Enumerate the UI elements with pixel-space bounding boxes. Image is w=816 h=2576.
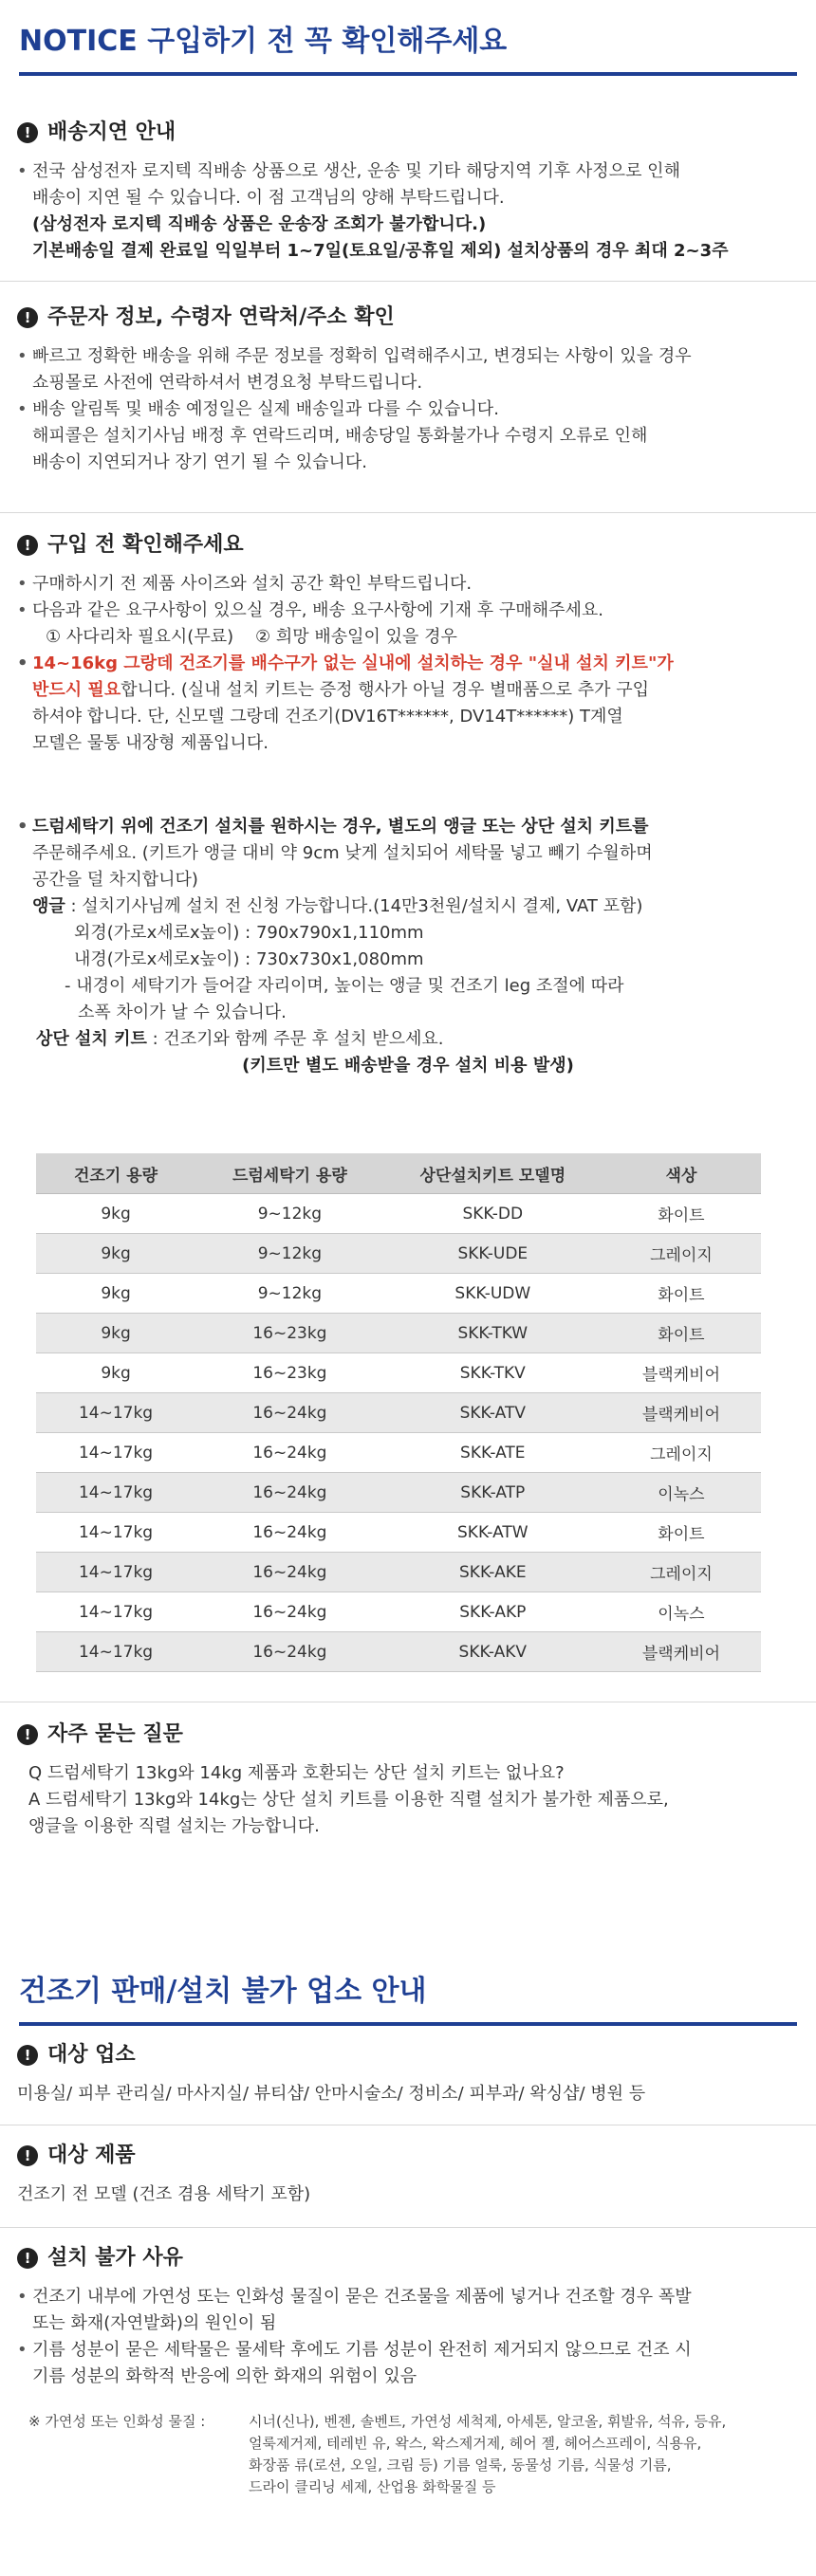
faq-question: Q 드럼세탁기 13kg와 14kg 제품과 호환되는 상단 설치 키트는 없나요? [28,1763,565,1783]
cell-kit-model: SKK-ATE [384,1433,602,1473]
cell-color: 그레이지 [602,1234,761,1274]
table-row [36,1592,761,1632]
text-line: - 내경이 세탁기가 들어갈 자리이며, 높이는 앵글 및 건조기 leg 조절에 따라 [65,976,624,996]
section-body [17,158,799,265]
target-business-heading: 대상 업소 [47,2043,136,2067]
cell-kit-model: SKK-UDE [384,1234,602,1274]
cell-color: 화이트 [602,1194,761,1234]
cell-color: 블랙케비어 [602,1353,761,1393]
text-line: 주문해주세요. (키트가 앵글 대비 약 9cm 낮게 설치되어 세탁물 넣고 빼기 수월하며 [32,843,653,863]
text-line: 소폭 차이가 날 수 있습니다. [78,1003,287,1022]
cell-kit-model: SKK-ATV [384,1393,602,1433]
cell-color: 이녹스 [602,1592,761,1632]
stack-install-section [17,814,799,1079]
divider [0,512,816,513]
table-row [36,1473,761,1513]
section-heading [17,304,799,332]
bullet-line: • 배송 알림톡 및 배송 예정일은 실제 배송일과 다를 수 있습니다. [17,396,799,423]
cell-dryer-capacity: 9kg [36,1194,195,1234]
faq-heading: 자주 묻는 질문 [47,1722,183,1746]
text-line: 해피콜은 설치기사님 배정 후 연락드리며, 배송당일 통화불가나 수령지 오류로 인해 [32,426,648,446]
option-line: ① 사다리차 필요시(무료) ② 희망 배송일이 있을 경우 [46,627,457,647]
bullet-line: • 드럼세탁기 위에 건조기 설치를 원하시는 경우, 별도의 앵글 또는 상단 설치 키트를 [17,814,799,840]
target-product-heading: 대상 제품 [47,2144,136,2167]
title-divider [19,72,797,76]
footnote-line: 드라이 클리닝 세제, 산업용 화학물질 등 [249,2478,496,2495]
footnote-line: 얼룩제거제, 테레빈 유, 왁스, 왁스제거제, 헤어 젤, 헤어스프레이, 식용유, [249,2435,702,2452]
cell-kit-model: SKK-DD [384,1194,602,1234]
cell-washer-capacity: 16~23kg [195,1314,384,1353]
text-line: 배송이 지연되거나 장기 연기 될 수 있습니다. [32,452,368,472]
section-body [17,1760,799,1840]
bullet-line: • 기름 성분이 묻은 세탁물은 물세탁 후에도 기름 성분이 완전히 제거되지 않으므로 건조 시 [17,2337,799,2364]
section-body [17,2284,799,2390]
table-row [36,1393,761,1433]
cell-washer-capacity: 9~12kg [195,1234,384,1274]
delivery-delay-section [17,119,799,265]
footnote-label: ※ 가연성 또는 인화성 물질 : [28,2413,206,2430]
table-row [36,1353,761,1393]
cell-dryer-capacity: 14~17kg [36,1592,195,1632]
bullet-line: • 전국 삼성전자 로지텍 직배송 상품으로 생산, 운송 및 기타 해당지역 기후 사정으로 인해 [17,158,799,185]
table-body [36,1194,761,1672]
angle-line [17,893,799,920]
cell-kit-model: SKK-ATW [384,1513,602,1553]
exclamation-icon: ! [17,307,38,328]
table-row [36,1553,761,1592]
cell-color: 그레이지 [602,1433,761,1473]
cell-washer-capacity: 16~24kg [195,1632,384,1672]
text-line [17,677,799,704]
bullet-line: • 빠르고 정확한 배송을 위해 주문 정보를 정확히 입력해주시고, 변경되는 사항이 있을 경우 [17,343,799,370]
exclamation-icon: ! [17,2045,38,2066]
cell-dryer-capacity: 9kg [36,1314,195,1353]
footnote-list [249,2411,726,2498]
cell-dryer-capacity: 9kg [36,1353,195,1393]
cell-kit-model: SKK-ATP [384,1473,602,1513]
exclamation-icon: ! [17,2248,38,2269]
bullet-line: • 건조기 내부에 가연성 또는 인화성 물질이 묻은 건조물을 제품에 넣거나 건조할 경우 폭발 [17,2284,799,2310]
outer-dimension: 외경(가로x세로x높이) : 790x790x1,110mm [74,923,424,943]
col-header-washer: 드럼세탁기 용량 [195,1153,384,1194]
section-body [17,814,799,1079]
tracking-note: (삼성전자 로지텍 직배송 상품은 운송장 조회가 불가합니다.) [32,214,487,234]
text-span: 합니다. (실내 설치 키트는 증정 행사가 아닐 경우 별매품으로 추가 구입 [121,680,650,700]
cell-color: 블랙케비어 [602,1632,761,1672]
col-header-dryer: 건조기 용량 [36,1153,195,1194]
cell-dryer-capacity: 14~17kg [36,1513,195,1553]
col-header-color: 색상 [602,1153,761,1194]
cell-kit-model: SKK-AKP [384,1592,602,1632]
order-info-section [17,304,799,476]
section-heading [17,531,799,560]
cell-dryer-capacity: 14~17kg [36,1632,195,1672]
angle-label: 앵글 [32,896,65,916]
faq-answer-cont: 앵글을 이용한 직렬 설치는 가능합니다. [28,1816,320,1836]
table-row [36,1234,761,1274]
default-delivery-note: 기본배송일 결제 완료일 익일부터 1~7일(토요일/공휴일 제외) 설치상품의 경우 최대 2~3주 [32,241,729,261]
cell-dryer-capacity: 14~17kg [36,1433,195,1473]
cell-color: 화이트 [602,1513,761,1553]
text-line: 하셔야 합니다. 단, 신모델 그랑데 건조기(DV16T******, DV14T******) T계열 [32,707,623,727]
text-line: 기름 성분의 화학적 반응에 의한 화재의 위험이 있음 [32,2366,417,2386]
footnote-line: 화장품 류(로션, 오일, 크림 등) 기름 얼룩, 동물성 기름, 식물성 기름, [249,2456,672,2474]
reason-heading: 설치 불가 사유 [47,2246,183,2270]
exclamation-icon: ! [17,2145,38,2166]
section-heading [17,119,799,147]
cell-washer-capacity: 9~12kg [195,1274,384,1314]
delivery-delay-heading: 배송지연 안내 [47,120,176,144]
cell-washer-capacity: 16~24kg [195,1553,384,1592]
footnote-line: 시너(신나), 벤젠, 솔벤트, 가연성 세척제, 아세톤, 알코올, 휘발유, 석유, 등유, [249,2413,727,2430]
faq-answer: A 드럼세탁기 13kg와 14kg는 상단 설치 키트를 이용한 직렬 설치가 불가한 제품으로, [28,1790,669,1810]
text-line: 모델은 물통 내장형 제품입니다. [32,733,269,753]
reason-section [17,2244,799,2390]
cell-washer-capacity: 16~24kg [195,1592,384,1632]
restriction-header [19,1971,797,2026]
cell-color: 이녹스 [602,1473,761,1513]
text-line: 공간을 덜 차지합니다) [32,870,198,890]
pre-purchase-heading: 구입 전 확인해주세요 [47,533,244,557]
kit-cost-note: (키트만 별도 배송받을 경우 설치 비용 발생) [242,1056,574,1076]
section-body: 건조기 전 모델 (건조 겸용 세탁기 포함) [17,2184,311,2204]
kit-text: : 건조기와 함께 주문 후 설치 받으세요. [146,1029,444,1049]
exclamation-icon: ! [17,122,38,143]
notice-title: NOTICE 구입하기 전 꼭 확인해주세요 [19,25,508,58]
section-heading [17,2041,799,2070]
section-body: 미용실/ 피부 관리실/ 마사지실/ 뷰티샵/ 안마시술소/ 정비소/ 피부과/ 왁싱샵/ 병원 등 [17,2084,646,2104]
text-line: 배송이 지연 될 수 있습니다. 이 점 고객님의 양해 부탁드립니다. [32,188,505,208]
cell-dryer-capacity: 14~17kg [36,1553,195,1592]
title-divider [19,2022,797,2026]
section-heading [17,2244,799,2272]
text-line: 또는 화재(자연발화)의 원인이 됨 [32,2313,277,2333]
cell-washer-capacity: 16~24kg [195,1393,384,1433]
section-body [17,343,799,476]
inner-dimension: 내경(가로x세로x높이) : 730x730x1,080mm [74,949,424,969]
cell-washer-capacity: 16~24kg [195,1433,384,1473]
section-heading [17,1720,799,1749]
flammable-footnote [28,2411,799,2498]
cell-washer-capacity: 9~12kg [195,1194,384,1234]
kit-line [17,1026,799,1053]
cell-kit-model: SKK-UDW [384,1274,602,1314]
notice-header [19,21,797,76]
faq-section [17,1720,799,1840]
table-row [36,1433,761,1473]
target-product-section [17,2142,799,2208]
exclamation-icon: ! [17,535,38,556]
table-row [36,1194,761,1234]
cell-color: 그레이지 [602,1553,761,1592]
table-row [36,1513,761,1553]
required-emphasis: 반드시 필요 [32,680,121,700]
cell-kit-model: SKK-AKV [384,1632,602,1672]
col-header-model: 상단설치키트 모델명 [384,1153,602,1194]
cell-dryer-capacity: 14~17kg [36,1473,195,1513]
table-header-row [36,1153,761,1194]
section-body [17,571,799,757]
table-row [36,1274,761,1314]
cell-dryer-capacity: 14~17kg [36,1393,195,1433]
indoor-kit-warning: • 14~16kg 그랑데 건조기를 배수구가 없는 실내에 설치하는 경우 "실내 설치 키트"가 [17,651,799,677]
cell-washer-capacity: 16~23kg [195,1353,384,1393]
cell-dryer-capacity: 9kg [36,1234,195,1274]
exclamation-icon: ! [17,1724,38,1745]
text-line: 쇼핑몰로 사전에 연락하셔서 변경요청 부탁드립니다. [32,373,423,393]
cell-washer-capacity: 16~24kg [195,1513,384,1553]
kit-compat-table [36,1153,761,1672]
bullet-line: • 다음과 같은 요구사항이 있으실 경우, 배송 요구사항에 기재 후 구매해주세요. [17,598,799,624]
cell-washer-capacity: 16~24kg [195,1473,384,1513]
cell-kit-model: SKK-TKV [384,1353,602,1393]
kit-label: 상단 설치 키트 [36,1029,147,1049]
cell-color: 화이트 [602,1274,761,1314]
bullet-line: • 구매하시기 전 제품 사이즈와 설치 공간 확인 부탁드립니다. [17,571,799,598]
cell-color: 블랙케비어 [602,1393,761,1433]
table-row [36,1632,761,1672]
cell-dryer-capacity: 9kg [36,1274,195,1314]
divider [0,281,816,282]
divider [0,2227,816,2228]
angle-text: : 설치기사님께 설치 전 신청 가능합니다.(14만3천원/설치시 결제, VAT 포함) [65,896,643,916]
cell-color: 화이트 [602,1314,761,1353]
order-info-heading: 주문자 정보, 수령자 연락처/주소 확인 [47,305,395,329]
target-business-section [17,2041,799,2107]
cell-kit-model: SKK-TKW [384,1314,602,1353]
cell-kit-model: SKK-AKE [384,1553,602,1592]
restriction-title: 건조기 판매/설치 불가 업소 안내 [19,1975,427,2008]
pre-purchase-section [17,531,799,757]
section-heading [17,2142,799,2170]
table-row [36,1314,761,1353]
